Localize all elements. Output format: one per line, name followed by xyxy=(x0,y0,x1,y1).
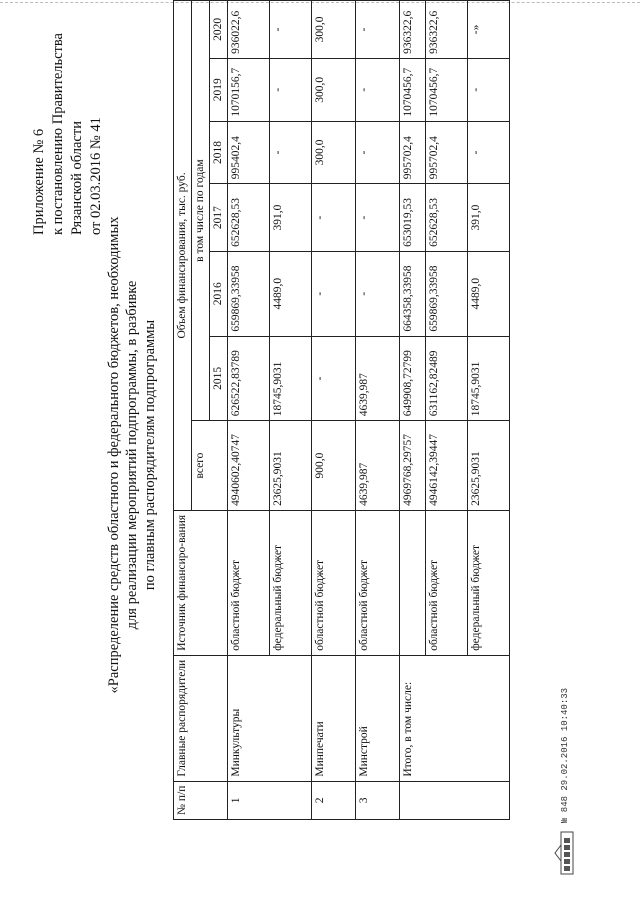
row-2017: 391,0 xyxy=(468,184,510,252)
row-2016: 4489,0 xyxy=(468,251,510,336)
row-total: 4969768,29757 xyxy=(400,421,426,511)
appendix-line-4: от 02.03.2016 № 41 xyxy=(88,117,104,235)
row-total: 4639,987 xyxy=(356,421,400,511)
appendix-line-2: к постановлению Правительства xyxy=(50,33,66,235)
registry-logo-icon xyxy=(553,831,575,875)
header-num: № п/п xyxy=(174,781,228,819)
row-num xyxy=(400,781,510,819)
row-2019: - xyxy=(356,58,400,121)
row-2020: - xyxy=(356,1,400,59)
row-source: областной бюджет xyxy=(426,510,468,655)
row-2016: 659869,33958 xyxy=(228,251,270,336)
table-row-total xyxy=(400,1,426,820)
document-title xyxy=(105,155,159,755)
title-line-2: для реализации мероприятий подпрограммы, в разбивке xyxy=(124,280,140,630)
row-2017: 652628,53 xyxy=(426,184,468,252)
row-2019: 1070456,7 xyxy=(426,58,468,121)
header-distributors: Главные распорядители xyxy=(174,655,228,781)
title-line-3: по главным распорядителям подпрограммы xyxy=(142,319,158,591)
header-volume: Объем финансирования, тыс. руб. xyxy=(174,1,192,511)
row-source: областной бюджет xyxy=(356,510,400,655)
header-by-years: в том числе по годам xyxy=(192,1,210,421)
row-total: 4940602,40747 xyxy=(228,421,270,511)
row-2018: 300,0 xyxy=(312,121,356,184)
row-source: областной бюджет xyxy=(312,510,356,655)
row-2017: 653019,53 xyxy=(400,184,426,252)
row-2015: 631162,82489 xyxy=(426,336,468,421)
row-2016: 659869,33958 xyxy=(426,251,468,336)
row-source xyxy=(400,510,426,655)
row-2019: - xyxy=(270,58,312,121)
row-2017: 652628,53 xyxy=(228,184,270,252)
row-2017: - xyxy=(312,184,356,252)
row-2015: - xyxy=(312,336,356,421)
row-total: 23625,9031 xyxy=(270,421,312,511)
row-source: федеральный бюджет xyxy=(468,510,510,655)
row-2015: 4639,987 xyxy=(356,336,400,421)
row-2020: 936022,6 xyxy=(228,1,270,59)
row-num: 1 xyxy=(228,781,312,819)
row-2018: 995402,4 xyxy=(228,121,270,184)
row-source: федеральный бюджет xyxy=(270,510,312,655)
funding-table xyxy=(173,0,510,820)
appendix-line-1: Приложение № 6 xyxy=(31,128,47,235)
header-total: всего xyxy=(192,421,228,511)
header-row-1 xyxy=(174,1,192,820)
row-2018: 995702,4 xyxy=(426,121,468,184)
row-source: областной бюджет xyxy=(228,510,270,655)
row-total: 900,0 xyxy=(312,421,356,511)
row-2019: - xyxy=(468,58,510,121)
row-2019: 1070456,7 xyxy=(400,58,426,121)
header-year-2017: 2017 xyxy=(210,184,228,252)
row-2015: 626522,83789 xyxy=(228,336,270,421)
table-row xyxy=(356,1,400,820)
appendix-line-3: Рязанской области xyxy=(69,121,85,235)
row-num: 2 xyxy=(312,781,356,819)
table-row xyxy=(312,1,356,820)
row-2019: 300,0 xyxy=(312,58,356,121)
row-2017: 391,0 xyxy=(270,184,312,252)
row-2019: 1070156,7 xyxy=(228,58,270,121)
row-2016: - xyxy=(356,251,400,336)
row-2016: - xyxy=(312,251,356,336)
row-2015: 18745,9031 xyxy=(468,336,510,421)
header-year-2018: 2018 xyxy=(210,121,228,184)
row-distributor: Итого, в том числе: xyxy=(400,655,510,781)
row-2020: 936322,6 xyxy=(400,1,426,59)
title-line-1: «Распределение средств областного и федерального бюджетов, необходимых xyxy=(106,216,122,694)
header-year-2019: 2019 xyxy=(210,58,228,121)
row-2020: 300,0 xyxy=(312,1,356,59)
row-distributor: Минстрой xyxy=(356,655,400,781)
row-2017: - xyxy=(356,184,400,252)
row-distributor: Минпечати xyxy=(312,655,356,781)
row-2015: 18745,9031 xyxy=(270,336,312,421)
row-2020: 936322,6 xyxy=(426,1,468,59)
appendix-block xyxy=(30,15,106,235)
row-total: 23625,9031 xyxy=(468,421,510,511)
header-source: Источник финансиро-вания xyxy=(174,510,228,655)
row-2020: - xyxy=(270,1,312,59)
row-2018: - xyxy=(468,121,510,184)
registration-stamp: № 848 29.02.2016 10:40:33 xyxy=(560,687,570,823)
header-year-2015: 2015 xyxy=(210,336,228,421)
row-distributor: Минкультуры xyxy=(228,655,312,781)
row-2015: 649908,72799 xyxy=(400,336,426,421)
table-row xyxy=(228,1,270,820)
row-2018: 995702,4 xyxy=(400,121,426,184)
header-year-2020: 2020 xyxy=(210,1,228,59)
row-2018: - xyxy=(270,121,312,184)
row-2020: -» xyxy=(468,1,510,59)
row-total: 4946142,39447 xyxy=(426,421,468,511)
row-2018: - xyxy=(356,121,400,184)
header-year-2016: 2016 xyxy=(210,251,228,336)
row-num: 3 xyxy=(356,781,400,819)
row-2016: 664358,33958 xyxy=(400,251,426,336)
row-2016: 4489,0 xyxy=(270,251,312,336)
